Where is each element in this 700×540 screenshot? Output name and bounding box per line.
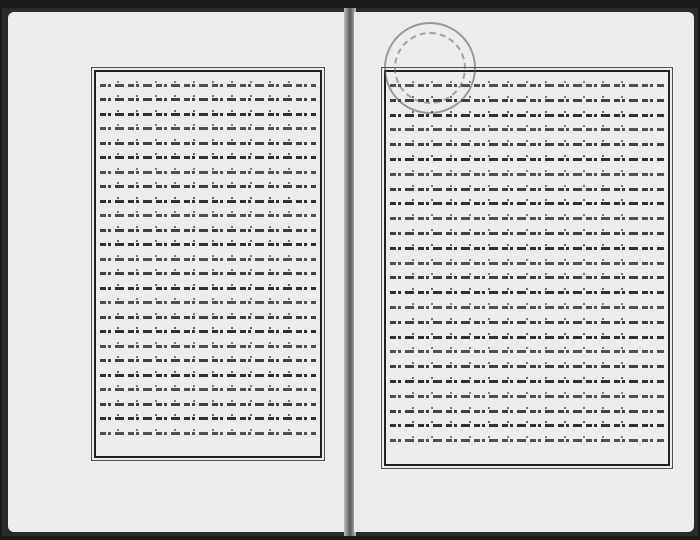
handwritten-line [390,291,664,294]
handwritten-line [100,113,316,116]
handwritten-line [100,388,316,391]
handwritten-line [390,143,664,146]
handwritten-line [100,214,316,217]
handwritten-line [390,128,664,131]
handwritten-line [390,114,664,117]
left-page [8,12,346,532]
handwritten-line [390,262,664,265]
handwritten-line [100,98,316,101]
handwritten-line [100,171,316,174]
handwritten-line [390,380,664,383]
handwritten-line [100,127,316,130]
handwritten-line [390,217,664,220]
handwritten-line [100,243,316,246]
left-text-frame [94,70,322,458]
handwritten-line [390,336,664,339]
handwritten-line [390,424,664,427]
handwritten-line [390,350,664,353]
handwritten-line [100,200,316,203]
handwritten-line [100,432,316,435]
handwritten-line [100,417,316,420]
handwritten-line [100,330,316,333]
handwritten-line [100,142,316,145]
handwritten-line [390,188,664,191]
handwritten-line [100,185,316,188]
handwritten-line [100,316,316,319]
handwritten-line [100,374,316,377]
handwritten-line [390,365,664,368]
handwritten-line [100,403,316,406]
handwritten-line [390,247,664,250]
handwritten-line [390,306,664,309]
left-text-block [100,76,316,452]
handwritten-line [100,301,316,304]
handwritten-line [390,395,664,398]
right-text-block [390,76,664,460]
handwritten-line [100,272,316,275]
handwritten-line [390,321,664,324]
handwritten-line [100,229,316,232]
handwritten-line [100,258,316,261]
handwritten-line [390,439,664,442]
seal-stamp-icon [384,22,476,114]
handwritten-line [390,410,664,413]
handwritten-line [100,84,316,87]
handwritten-line [100,287,316,290]
handwritten-line [390,202,664,205]
handwritten-line [390,276,664,279]
book [2,8,698,536]
handwritten-line [100,359,316,362]
handwritten-line [390,232,664,235]
handwritten-line [100,156,316,159]
handwritten-line [390,173,664,176]
handwritten-line [100,345,316,348]
handwritten-line [390,158,664,161]
right-text-frame [384,70,670,466]
